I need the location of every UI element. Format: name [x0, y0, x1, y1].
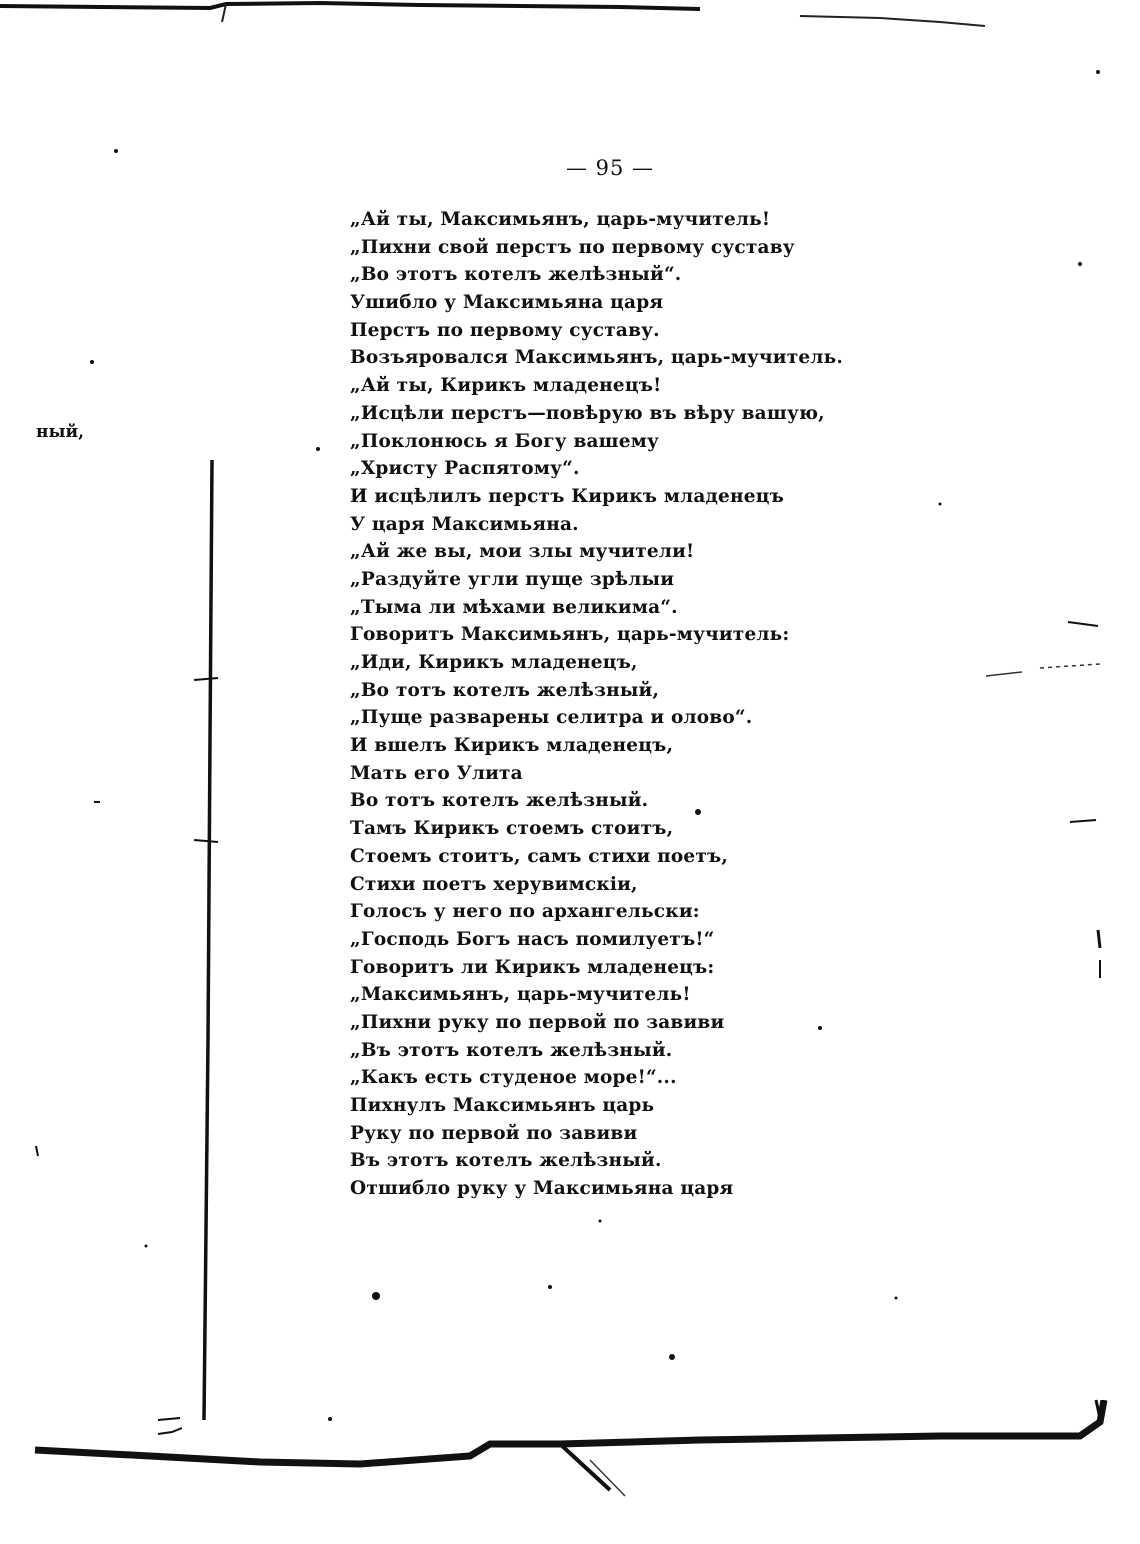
poem-line: „Тыма ли мѣхами великима“.: [350, 596, 678, 618]
poem-line: „Во этотъ котелъ желѣзный“.: [350, 264, 682, 286]
poem-line: Отшибло руку у Максимьяна царя: [350, 1178, 734, 1200]
poem-line: „Какъ есть студеное море!“...: [350, 1067, 677, 1089]
poem-line: Тамъ Кирикъ стоемъ стоитъ,: [350, 818, 674, 840]
margin-text-fragment: ный,: [36, 422, 85, 442]
poem-line: „Ай ты, Максимьянъ, царь-мучитель!: [350, 209, 771, 230]
poem-line: „Раздуйте угли пуще зрѣлыи: [350, 568, 675, 590]
poem-line: Руку по первой по завиви: [350, 1122, 638, 1144]
poem-line: „Во тотъ котелъ желѣзный,: [350, 679, 660, 701]
page-fold-line: [190, 440, 220, 1440]
poem-line: Въ этотъ котелъ желѣзный.: [350, 1150, 662, 1172]
scan-edge-bottom: [0, 1400, 1140, 1544]
poem-line: Стоемъ стоитъ, самъ стихи поетъ,: [350, 845, 729, 867]
poem-line: „Поклонюсь я Богу вашему: [350, 430, 660, 452]
poem-line: У царя Максимьяна.: [350, 513, 579, 535]
poem-line: Говоритъ ли Кирикъ младенецъ:: [350, 956, 715, 978]
poem-line: Голосъ у него по архангельски:: [350, 901, 700, 923]
poem-text: [350, 206, 843, 1203]
poem-line: Ушибло у Максимьяна царя: [350, 292, 664, 314]
poem-line: Во тотъ котелъ желѣзный.: [350, 790, 649, 812]
poem-line: „Господь Богъ насъ помилуетъ!“: [350, 928, 715, 950]
page-number: — 95 —: [565, 156, 655, 180]
poem-line: „Ай же вы, мои злы мучители!: [350, 541, 695, 563]
poem-line: „Ай ты, Кирикъ младенецъ!: [350, 375, 662, 397]
poem-line: „Пуще разварены селитра и олово“.: [350, 707, 753, 729]
poem-line: „Христу Распятому“.: [350, 458, 580, 480]
poem-line: „Максимьянъ, царь-мучитель!: [350, 984, 691, 1006]
poem-line: „Пихни свой перстъ по первому суставу: [350, 236, 795, 258]
poem-line: „Въ этотъ котелъ желѣзный.: [350, 1039, 673, 1061]
poem-line: Говоритъ Максимьянъ, царь-мучитель:: [350, 624, 790, 646]
poem-line: Пихнулъ Максимьянъ царь: [350, 1095, 655, 1116]
poem-line: „Исцѣли перстъ—повѣрую въ вѣру вашую,: [350, 402, 825, 424]
poem-line: Стихи поетъ херувимскіи,: [350, 873, 638, 895]
poem-line: „Иди, Кирикъ младенецъ,: [350, 652, 638, 673]
poem-line: „Пихни руку по первой по завиви: [350, 1011, 725, 1033]
poem-line: Возъяровался Максимьянъ, царь-мучитель.: [350, 347, 843, 369]
scan-edge-top: [0, 0, 1140, 30]
poem-line: Мать его Улита: [350, 762, 523, 784]
poem-line: Перстъ по первому суставу.: [350, 319, 660, 341]
poem-line: И вшелъ Кирикъ младенецъ,: [350, 735, 674, 757]
poem-line: И исцѣлилъ перстъ Кирикъ младенецъ: [350, 485, 784, 507]
